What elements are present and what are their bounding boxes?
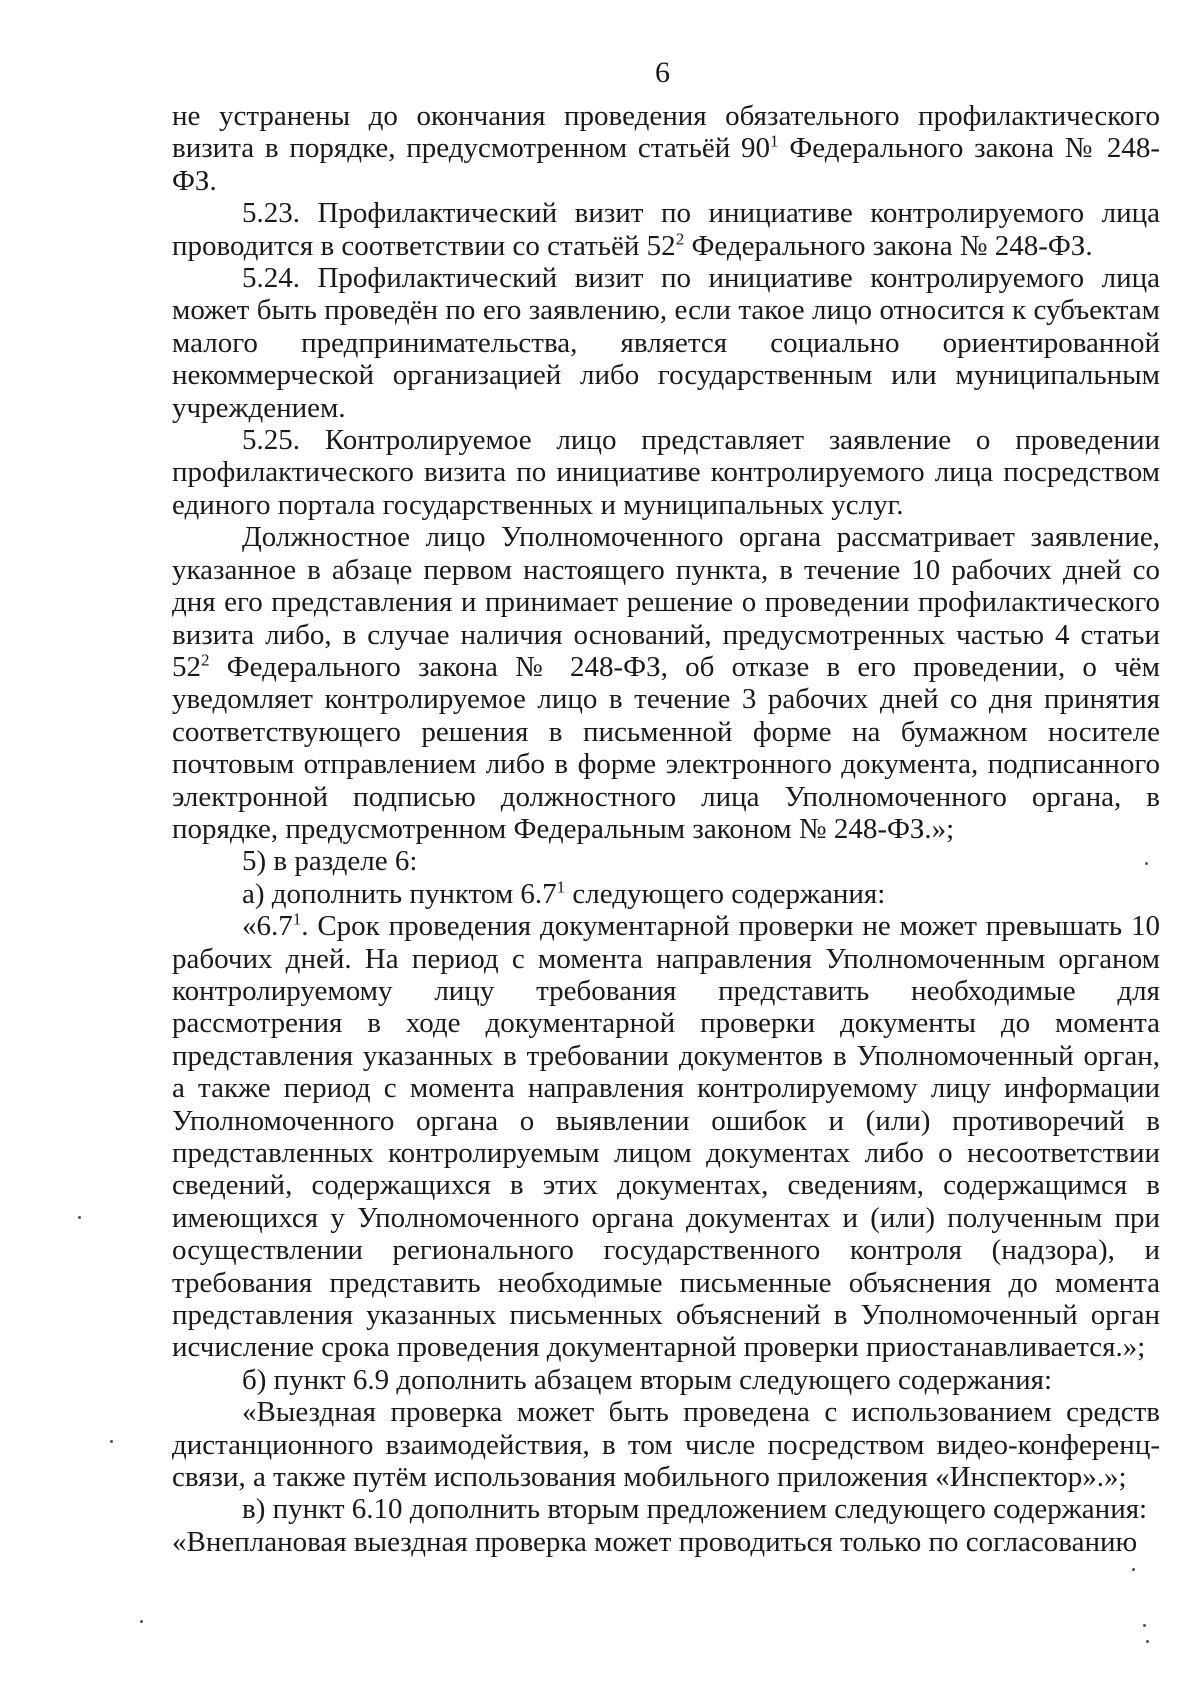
superscript-index: 2: [201, 650, 210, 670]
scan-speck: [1146, 1640, 1149, 1643]
scan-speck: [1143, 1624, 1146, 1627]
paragraph: а) дополнить пунктом $6.7^1$ следующего содержания:: [242, 877, 886, 910]
paragraph: 5) в разделе 6:: [242, 845, 418, 878]
scan-speck: [140, 1620, 143, 1623]
paragraph-6-7-1: «$6.7^1$. Срок проведения документарной проверки не может превышать 10 рабочих дней. На период с момента направления Уполномоченным органом контролируемому лицу требования представить необходимые для рассмотрения в ходе документарной проверки документы до момента представления указанных в требовании документов в Уполномоченный орган, а также период с момента направления контролируемому лицу информации Уполномоченного органа о выявлении ошибок и (или) противоречий в представленных контролируемым лицом документах либо о несоответствии сведений, содержащихся в этих документах, сведениям, содержащимся в имеющихся у Уполномоченного органа документах и (или) полученным при осуществлении регионального государственного контроля (надзора), и требования представить необходимые письменные объяснения до момента представления указанных письменных объяснений в Уполномоченный орган исчисление срока проведения документарной проверки приостанавливается.»;: [172, 909, 1160, 1364]
document-body: [172, 100, 1160, 1558]
paragraph: «Внеплановая выездная проверка может проводиться только по согласованию: [172, 1525, 1138, 1558]
superscript-index: 1: [556, 877, 566, 897]
paragraph-5-24: 5.24. Профилактический визит по инициативе контролируемого лица может быть проведён по его заявлению, если такое лицо относится к субъектам малого предпринимательства, является социально ориентированной некоммерческой организацией либо государственным или муниципальным учреждением.: [172, 262, 1160, 424]
paragraph: «Выездная проверка может быть проведена с использованием средств дистанционного взаимодействия, в том числе посредством видео-конференц-связи, а также путём использования мобильного приложения «Инспектор».»;: [172, 1396, 1160, 1494]
scan-speck: [1145, 862, 1148, 865]
superscript-index: 2: [675, 228, 685, 248]
paragraph: не устранены до окончания проведения обязательного профилактического визита в порядке, предусмотренном статьёй $90^1$ Федерального закона № 248-ФЗ.: [172, 100, 1160, 197]
paragraph: в) пункт 6.10 дополнить вторым предложением следующего содержания:: [242, 1493, 1148, 1526]
scan-speck: [1132, 1568, 1135, 1571]
paragraph-5-25: 5.25. Контролируемое лицо представляет заявление о проведении профилактического визита по инициативе контролируемого лица посредством единого портала государственных и муниципальных услуг.: [172, 424, 1160, 521]
paragraph: Должностное лицо Уполномоченного органа рассматривает заявление, указанное в абзаце первом настоящего пункта, в течение 10 рабочих дней со дня его представления и принимает решение о проведении профилактического визита либо, в случае наличия оснований, предусмотренных частью 4 статьи $52^2$ Федерального закона № 248-ФЗ, об отказе в его проведении, о чём уведомляет контролируемое лицо в течение 3 рабочих дней со дня принятия соответствующего решения в письменной форме на бумажном носителе почтовым отправлением либо в форме электронного документа, подписанного электронной подписью должностного лица Уполномоченного органа, в порядке, предусмотренном Федеральным законом № 248-ФЗ.»;: [172, 521, 1160, 845]
page-number: 6: [655, 56, 670, 89]
paragraph-5-23: 5.23. Профилактический визит по инициативе контролируемого лица проводится в соответствии со статьёй $52^2$ Федерального закона № 248-ФЗ.: [172, 197, 1160, 262]
superscript-index: 1: [770, 131, 779, 151]
paragraph: б) пункт 6.9 дополнить абзацем вторым следующего содержания:: [242, 1363, 1053, 1396]
scan-speck: [78, 1216, 81, 1219]
superscript-index: 1: [292, 909, 302, 929]
scan-speck: [110, 1440, 113, 1443]
